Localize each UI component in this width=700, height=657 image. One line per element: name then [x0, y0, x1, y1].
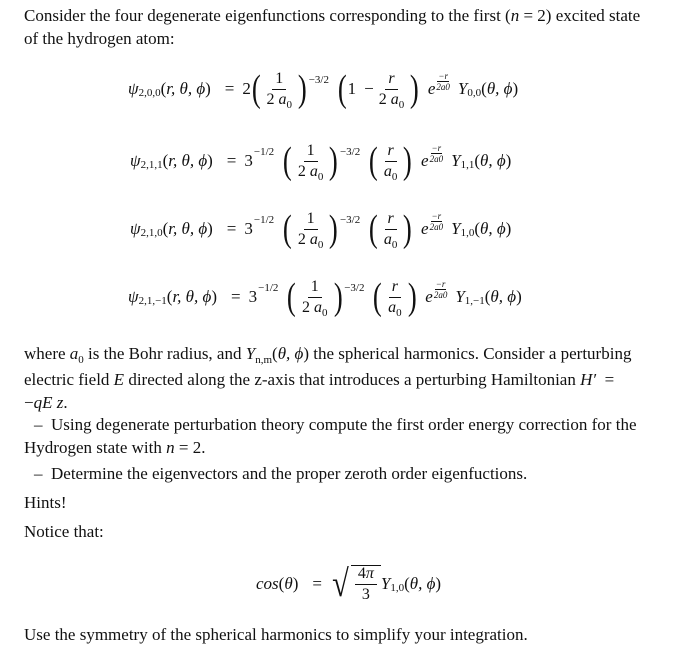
- task-2: – Determine the eigenvectors and the proper zeroth order eigenfuctions.: [34, 464, 528, 483]
- task-1-continued: Hydrogen state with n = 2.: [24, 438, 206, 457]
- equation-psi-210: ψ 2,1,0 ( r, θ, ϕ ) = 3 −1/2 ( $\frac{1}{2 a_0}$ ) −3/2 ( $\frac{r}{a_0}$ ) e −r 2a0 Y 1,0 ( θ, ϕ ): [130, 208, 512, 251]
- closing-paragraph: Use the symmetry of the spherical harmonics to simplify your integration.: [24, 625, 528, 644]
- equation-psi-200: ψ 2,0,0 ( r, θ, ϕ ) = 2 ( $\frac{1}{2 a_0}$ ) −3/2 ( 1 − $\frac{r}{2 a_0}$ ) e −r 2a0 Y 0,0 ( θ, ϕ ): [128, 68, 519, 111]
- equation-psi-211: ψ 2,1,1 ( r, θ, ϕ ) = 3 −1/2 ( $\frac{1}{2 a_0}$ ) −3/2 ( $\frac{r}{a_0}$ ) e −r 2a0 Y 1,1 ( θ, ϕ ): [130, 140, 512, 183]
- task-1: – Using degenerate perturbation theory compute the first order energy correction for the: [34, 415, 637, 434]
- intro-paragraph: Consider the four degenerate eigenfunctions corresponding to the first (n = 2) excited state of the hydrogen atom:: [24, 6, 641, 48]
- equation-psi-21m1: ψ 2,1,−1 ( r, θ, ϕ ) = 3 −1/2 ( $\frac{1}{2 a_0}$ ) −3/2 ( $\frac{r}{a_0}$ ) e −r 2a0 Y 1,−1 ( θ, ϕ ): [128, 276, 522, 319]
- hints-label: Hints!: [24, 493, 67, 512]
- where-paragraph: where $a_0$ is the Bohr radius, and $Y_{n,m}(\theta$, ϕ) the spherical harmonics. Consider a perturbing electric field E directed along the z-axis that introduces a perturbing Hamiltonian H′ = −qE z.: [24, 344, 632, 412]
- cos-equation: cos ( θ ) = √ $\frac{4\pi}{3}$ Y 1,0 ( θ, ϕ ): [256, 563, 442, 605]
- notice-label: Notice that:: [24, 522, 104, 541]
